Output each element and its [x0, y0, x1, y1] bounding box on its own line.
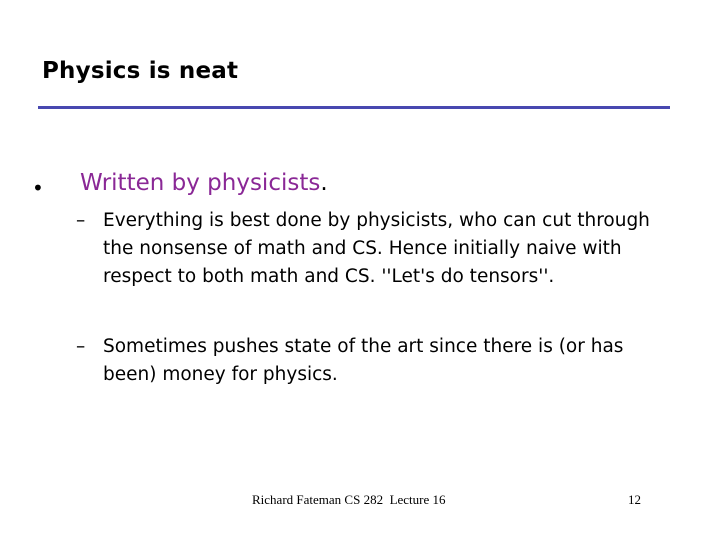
slide-title: Physics is neat: [42, 58, 239, 84]
page-number: 12: [628, 492, 641, 507]
sub-bullet-text: Sometimes pushes state of the art since there is (or has been) money for physics.: [103, 336, 624, 385]
bullet-heading: [80, 170, 328, 196]
sub-bullet-marker: –: [76, 336, 86, 357]
bullet-heading-text: Written by physicists: [80, 170, 321, 196]
bullet-heading-period: .: [320, 170, 328, 196]
title-divider: [38, 106, 670, 109]
bullet-marker: •: [32, 176, 44, 200]
sub-bullet-marker: –: [76, 210, 86, 231]
sub-bullet-1: [76, 207, 676, 291]
slide-footer: Richard Fateman CS 282 Lecture 16: [252, 492, 446, 507]
sub-bullet-2: [76, 333, 676, 389]
sub-bullet-text: Everything is best done by physicists, who can cut through the nonsense of math and CS. Hence initially naive with respect to both math and CS. ''Let's do tensors''.: [103, 210, 650, 287]
